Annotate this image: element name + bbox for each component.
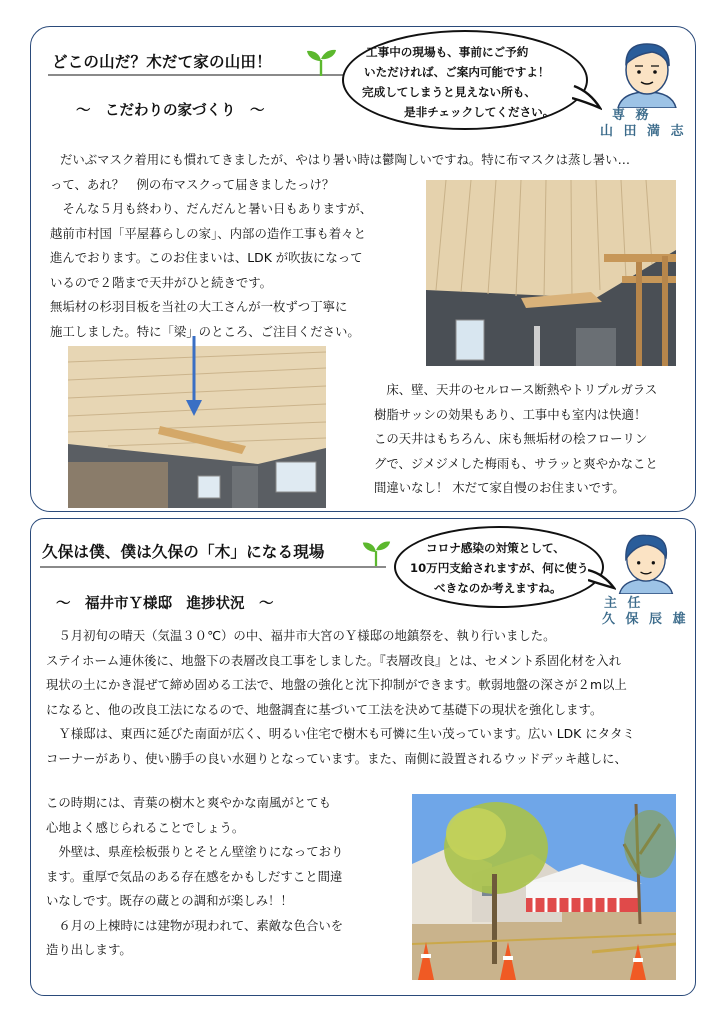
text-line: 心地よく感じられることでしょう。: [46, 819, 245, 835]
text-line: ステイホーム連休後に、地盤下の表層改良工事をしました。『表層改良』とは、セメント系固化材を入れ: [46, 652, 622, 668]
section1-body-left: [50, 197, 372, 344]
role-label: 専 務: [612, 108, 652, 123]
section2-title: 久保は僕、僕は久保の「木」になる現場: [42, 543, 325, 561]
ceiling-photo-1: [426, 180, 676, 366]
avatar: [612, 36, 682, 108]
text-line: 施工しました。特に「梁」のところ、ご注目ください。: [50, 323, 360, 339]
speech-bubble-tail: [572, 82, 602, 112]
bubble-line-2: いただければ、ご案内可能ですよ！: [364, 65, 550, 79]
section1-subtitle: ～ こだわりの家づくり ～: [76, 103, 265, 119]
speech-bubble-tail: [588, 566, 616, 592]
section1-title: どこの山だ？木だて家の山田！: [52, 53, 272, 71]
text-line: 進んでおります。このお住まいは、LDK が吹抜になって: [50, 250, 363, 265]
staff-name: 久 保 辰 雄: [602, 612, 689, 627]
section2-title-underline: [40, 566, 386, 568]
text-line: って、あれ？ 例の布マスクって届きましたっけ？: [50, 176, 335, 192]
bubble-line-4: 是非チェックしてください。: [404, 105, 555, 119]
text-line: コーナーがあり、使い勝手の良い水廻りとなっています。また、南側に設置されるウッドデッキ越しに、: [46, 750, 627, 766]
text-line: 現状の土にかき混ぜて締め固める工法で、地盤の強化と沈下抑制ができます。軟弱地盤の深さが２m以上: [46, 677, 627, 692]
section1-title-underline: [48, 74, 348, 76]
text-line: いなしです。既存の蔵との調和が楽しみ！！: [46, 893, 293, 908]
text-line: いるので２階まで天井がひと続きです。: [50, 274, 273, 290]
section2-body-left: [46, 791, 343, 963]
text-line: Ｙ様邸は、東西に延びた南面が広く、明るい住宅で樹木も可憐に生い茂っています。広い LDK にタタミ: [46, 726, 635, 741]
text-line: ６月の上棟時には建物が現われて、素敵な色合いを: [46, 917, 344, 933]
text-line: ５月初旬の晴天（気温３０℃）の中、福井市大宮のＹ様邸の地鎮祭を、執り行いました。: [46, 628, 556, 643]
text-line: この天井はもちろん、床も無垢材の桧フローリン: [374, 431, 648, 446]
section1-body-right: [374, 378, 658, 501]
text-line: 外壁は、県産桧板張りとそとん壁塗りになっており: [46, 844, 344, 859]
text-line: 越前市村国「平屋暮らしの家」、内部の造作工事も着々と: [50, 225, 366, 241]
bubble-line-2: 10万円支給されますが、何に使う: [410, 561, 589, 575]
text-line: になると、他の改良工法になるので、地盤調査に基づいて工法を決めて基礎下の現状を強化します。: [46, 701, 603, 717]
text-line: 樹脂サッシの効果もあり、工事中も室内は快適！: [374, 406, 647, 422]
role-label: 主 任: [604, 596, 644, 611]
bubble-line-1: 工事中の現場も、事前にご予約: [366, 45, 529, 59]
text-line: ます。重厚で気品のある存在感をかもしだすこと間違: [46, 868, 343, 884]
text-line: 床、壁、天井のセルロース断熱やトリプルガラス: [374, 382, 658, 397]
bubble-line-1: コロナ感染の対策として、: [426, 541, 565, 555]
bubble-line-3: 完成してしまうと見えない所も、: [362, 85, 536, 99]
sprout-icon: [304, 44, 338, 78]
text-line: 無垢材の杉羽目板を当社の大工さんが一枚ずつ丁寧に: [50, 299, 348, 314]
text-line: そんな５月も終わり、だんだんと暑い日もありますが、: [50, 201, 373, 216]
arrow-down-icon: [184, 336, 204, 418]
bubble-line-3: べきなのか考えますね。: [434, 581, 562, 595]
section2-subtitle: ～ 福井市Ｙ様邸 進捗状況 ～: [56, 596, 274, 612]
sprout-icon: [360, 536, 392, 568]
staff-name: 山 田 満 志: [600, 124, 687, 139]
text-line: この時期には、青葉の樹木と爽やかな南風がとても: [46, 795, 331, 810]
text-line: グで、ジメジメした梅雨も、サラッと爽やかなこと: [374, 455, 658, 471]
text-line: 間違いなし！ 木だて家自慢のお住まいです。: [374, 480, 625, 495]
text-line: 造り出します。: [46, 942, 132, 957]
avatar: [614, 528, 678, 594]
section2-body-full: [46, 624, 635, 771]
text-line: だいぶマスク着用にも慣れてきましたが、やはり暑い時は鬱陶しいですね。特に布マスクは蒸し暑い…: [60, 152, 630, 167]
site-photo: [412, 794, 676, 980]
